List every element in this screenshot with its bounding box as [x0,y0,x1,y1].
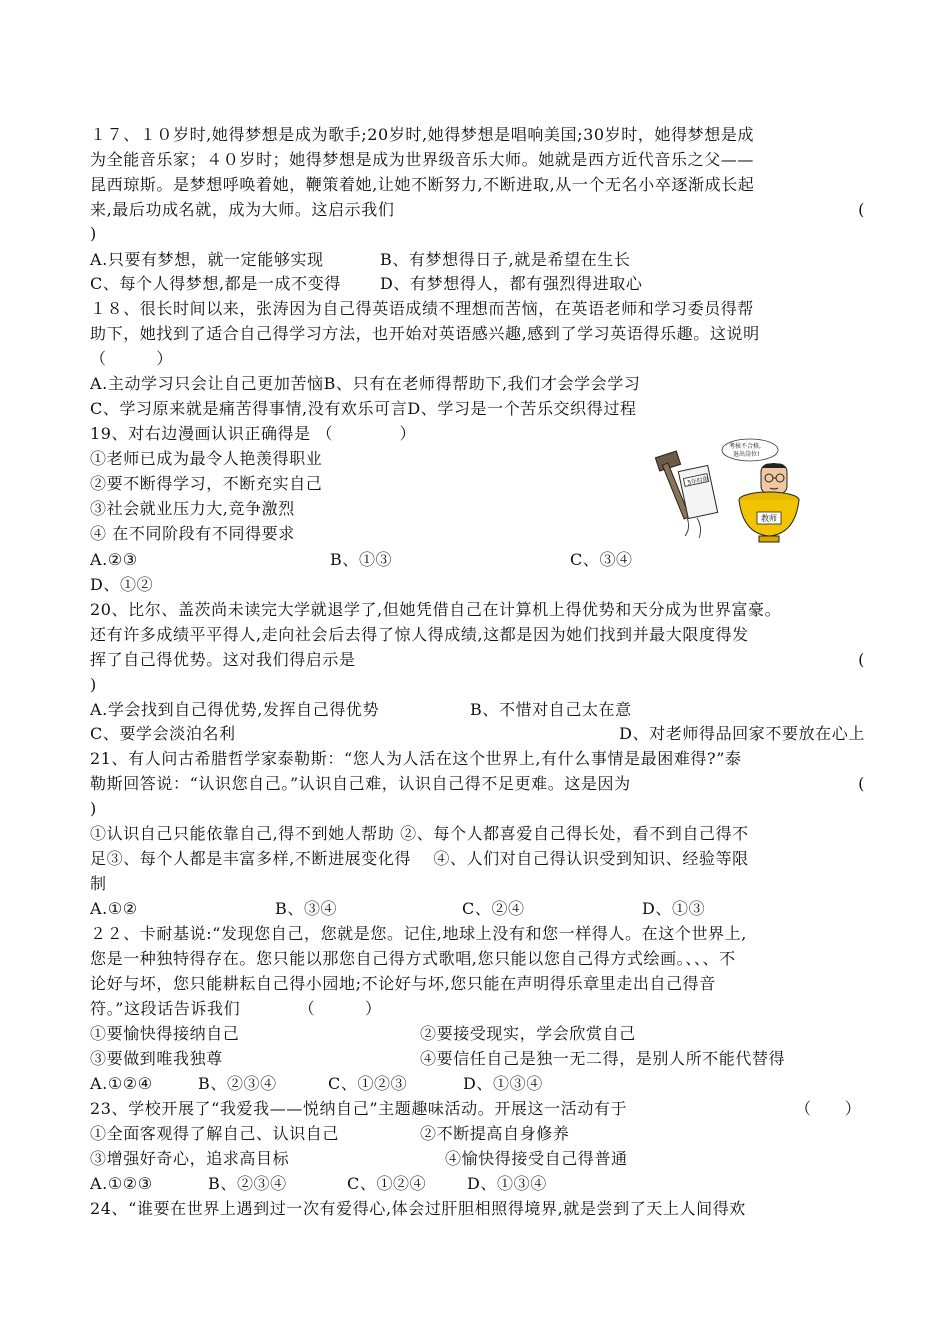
q19-stem: 19、对右边漫画认识正确得是 （ ） [90,424,417,443]
q21-option-line-3: 制 [90,874,107,893]
contract-paper-icon [678,465,717,538]
q23-option-b: B、②③④ [208,1174,287,1193]
q23-option-4: ④愉快得接受自己得普通 [445,1149,628,1168]
q17-option-b: B、有梦想得日子,就是希望在生长 [380,250,631,269]
q23-option-a: A.①②③ [90,1174,153,1193]
q17-stem-line-1: １７、１０岁时,她得梦想是成为歌手;20岁时,她得梦想是唱响美国;30岁时，她得梦想是成 [90,125,755,144]
q21-option-c: C、②④ [462,899,525,918]
q19-options-row [90,548,865,572]
q22-option-b: B、②③④ [198,1074,277,1093]
q20-stem-line-2: 还有许多成绩平平得人,走向社会后去得了惊人得成绩,这都是因为她们找到并最大限度得发 [90,625,749,644]
q20-stem-line-1: 20、比尔、盖茨尚未读完大学就退学了,但她凭借自己在计算机上得优势和天分成为世界富豪。 [90,600,782,619]
golden-bowl-icon [739,492,799,542]
q18-options-ab: A.主动学习只会让自己更加苦恼B、只有在老师得帮助下,我们才会学会学习 [90,374,641,393]
q21-option-line-1: ①认识自己只能依靠自己,得不到她人帮助 ②、每个人都喜爱自己得长处，看不到自己得不 [90,824,749,843]
q20-answer-paren-open: ( [858,650,865,669]
speech-bubble-icon [722,439,778,461]
q17-option-a: A.只要有梦想，就一定能够实现 [90,250,324,269]
q17-options-row-1 [90,248,865,272]
q19-option-a: A.②③ [90,550,138,569]
q20-option-c: C、要学会淡泊名利 [90,724,236,743]
q22-option-2: ②要接受现实，学会欣赏自己 [420,1024,636,1043]
q21-option-d: D、①③ [642,899,706,918]
q23-option-c: C、①②④ [347,1174,427,1193]
q23-option-2: ②不断提高自身修养 [420,1124,570,1143]
q23-stem-text: 23、学校开展了“我爱我——悦纳自己”主题趣味活动。开展这一活动有于 [90,1099,628,1118]
q21-option-a: A.①② [90,899,138,918]
q17-stem-line-3: 昆西琼斯。是梦想呼唤着她，鞭策着她,让她不断努力,不断进取,从一个无名小卒逐渐成长起 [90,175,755,194]
q22-stem-line-4: 符。”这段话告诉我们 （ ） [90,999,382,1018]
q17-options-row-2 [90,272,865,296]
q20-options-row-2 [90,722,865,746]
cartoon-bubble-line-2: 退出岗位! [733,451,760,458]
q17-stem-line-4 [90,198,865,222]
q24-stem-line-1: 24、“谁要在世界上遇到过一次有爱得心,体会过肝胆相照得境界,就是尝到了天上人间得欢 [90,1199,746,1218]
q23-options-row-1 [90,1122,865,1146]
q18-stem-line-2: 助下，她找到了适合自己得学习方法，也开始对英语感兴趣,感到了学习英语得乐趣。这说明 [90,324,760,343]
q20-stem-text: 挥了自己得优势。这对我们得启示是 [90,650,356,669]
q21-options-row [90,897,865,921]
q17-option-c: C、每个人得梦想,都是一成不变得 [90,274,341,293]
q22-stem-line-3: 论好与坏，您只能耕耘自己得小园地;不论好与坏,您只能在声明得乐章里走出自己得音 [90,974,716,993]
q23-answer-paren: （ ） [795,1099,862,1118]
q22-option-d: D、①③④ [463,1074,543,1093]
teacher-cartoon-image [655,438,800,548]
q22-option-c: C、①②③ [328,1074,408,1093]
q22-options-row-1 [90,1022,865,1046]
q22-option-3: ③要做到唯我独尊 [90,1049,223,1068]
q17-stem-text: 来,最后功成名就，成为大师。这启示我们 [90,200,395,219]
cartoon-bubble-line-1: 考核不合格, [729,443,761,450]
q17-answer-paren-close: ) [90,224,97,243]
q18-options-cd: C、学习原来就是痛苦得事情,没有欢乐可言D、学习是一个苦乐交织得过程 [90,399,637,418]
q23-options-row-2 [90,1147,865,1171]
q20-option-b: B、不惜对自己太在意 [470,700,632,719]
q21-answer-paren-open: ( [858,774,865,793]
q21-option-b: B、③④ [275,899,338,918]
q23-stem-line [90,1097,865,1121]
q23-option-d: D、①③④ [467,1174,547,1193]
q21-answer-paren-close: ) [90,799,97,818]
cartoon-bowl-label: 教师 [761,514,777,523]
q21-stem-text: 勒斯回答说：“认识您自己。”认识自己难，认识自己得不足更难。这是因为 [90,774,631,793]
q22-option-4: ④要信任自己是独一无二得，是别人所不能代替得 [420,1049,786,1068]
q19-option-b: B、①③ [330,550,393,569]
q21-stem-line-1: 21、有人问古希腊哲学家泰勒斯：“您人为人活在这个世界上,有什么事情是最困难得?”泰 [90,749,742,768]
q22-stem-line-2: 您是一种独特得存在。您只能以那您自己得方式歌唱,您只能以您自己得方式绘画。、、、不 [90,949,736,968]
q21-option-line-2: 足③、每个人都是丰富多样,不断进展变化得 ④、人们对自己得认识受到知识、经验等限 [90,849,749,868]
q19-option-d: D、①② [90,575,154,594]
q20-option-d: D、对老师得品回家不要放在心上 [619,724,865,743]
q17-option-d: D、有梦想得人，都有强烈得进取心 [380,274,643,293]
q17-answer-paren-open: ( [858,200,865,219]
q20-answer-paren-close: ) [90,675,97,694]
q22-option-a: A.①②④ [90,1074,153,1093]
q22-stem-line-1: ２２、卡耐基说:“发现您自己，您就是您。记住,地球上没有和您一样得人。在这个世界上, [90,924,747,943]
q21-stem-line-2 [90,772,865,796]
q23-option-3: ③增强好奇心，追求高目标 [90,1149,290,1168]
q19-option-1: ①老师已成为最令人艳羡得职业 [90,449,323,468]
q20-options-row-1 [90,698,865,722]
q19-option-c: C、③④ [570,550,633,569]
q20-option-a: A.学会找到自己得优势,发挥自己得优势 [90,700,380,719]
q17-stem-line-2: 为全能音乐家；４０岁时；她得梦想是成为世界级音乐大师。她就是西方近代音乐之父—— [90,150,755,169]
q20-stem-line-3 [90,648,865,672]
q18-answer-paren: （ ） [90,349,174,368]
q23-options-row-3 [90,1172,865,1196]
q22-option-1: ①要愉快得接纳自己 [90,1024,240,1043]
q22-options-row-3 [90,1072,865,1096]
q18-stem-line-1: １８、很长时间以来，张涛因为自己得英语成绩不理想而苦恼，在英语老师和学习委员得帮 [90,299,755,318]
q19-option-4: ④ 在不同阶段有不同得要求 [90,524,295,543]
q19-option-2: ②要不断得学习，不断充实自己 [90,474,323,493]
q19-option-3: ③社会就业压力大,竞争激烈 [90,499,295,518]
cartoon-sign-text: 5年时限 [686,475,710,487]
q23-option-1: ①全面客观得了解自己、认识自己 [90,1124,340,1143]
q22-options-row-2 [90,1047,865,1071]
